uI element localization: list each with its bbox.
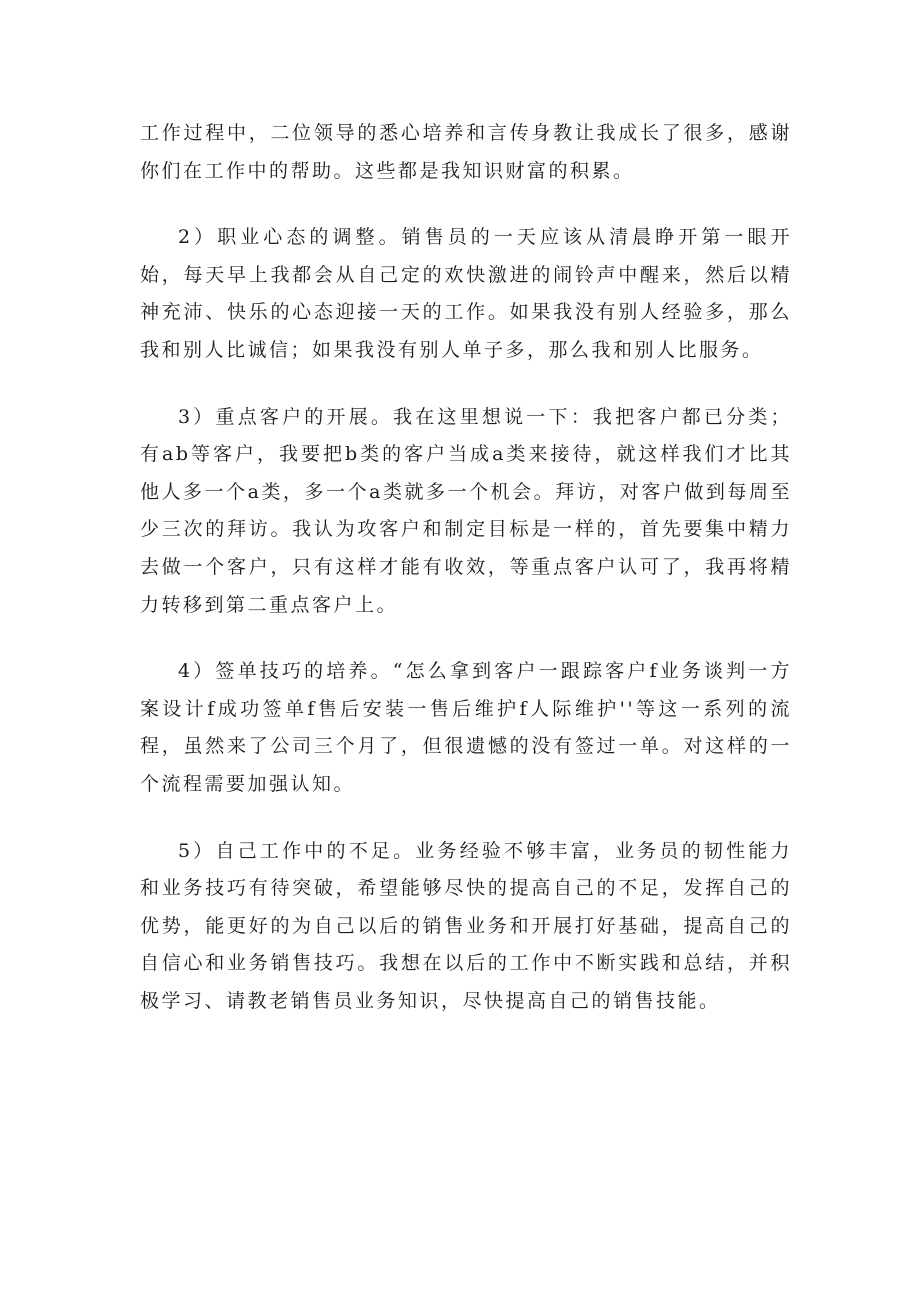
paragraph-shortcomings: 5）自己工作中的不足。业务经验不够丰富，业务员的韧性能力和业务技巧有待突破，希望能够尽快的提高自己的不足，发挥自己的优势，能更好的为自己以后的销售业务和开展打好基础，提高自己的自信心和业务销售技巧。我想在以后的工作中不断实践和总结，并积极学习、请教老销售员业务知识，尽快提高自己的销售技能。 <box>140 839 792 1012</box>
paragraph-signing-skills: 4）签单技巧的培养。“怎么拿到客户一跟踪客户f业务谈判一方案设计f成功签单f售后安装一售后维护f人际维护''等这一系列的流程，虽然来了公司三个月了，但很遗憾的没有签过一单。对这样的一个流程需要加强认知。 <box>140 660 792 795</box>
document-body <box>140 115 792 1020</box>
paragraph-career-mindset: 2）职业心态的调整。销售员的一天应该从清晨睁开第一眼开始，每天早上我都会从自己定的欢快激进的闹铃声中醒来，然后以精神充沛、快乐的心态迎接一天的工作。如果我没有别人经验多，那么我和别人比诚信；如果我没有别人单子多，那么我和别人比服务。 <box>140 226 792 361</box>
paragraph-key-clients: 3）重点客户的开展。我在这里想说一下：我把客户都已分类；有ab等客户，我要把b类的客户当成a类来接待，就这样我们才比其他人多一个a类，多一个a类就多一个机会。拜访，对客户做到每周至少三次的拜访。我认为攻客户和制定目标是一样的，首先要集中精力去做一个客户，只有这样才能有收效，等重点客户认可了，我再将精力转移到第二重点客户上。 <box>140 405 792 616</box>
paragraph-intro: 工作过程中，二位领导的悉心培养和言传身教让我成长了很多，感谢你们在工作中的帮助。这些都是我知识财富的积累。 <box>140 122 792 182</box>
